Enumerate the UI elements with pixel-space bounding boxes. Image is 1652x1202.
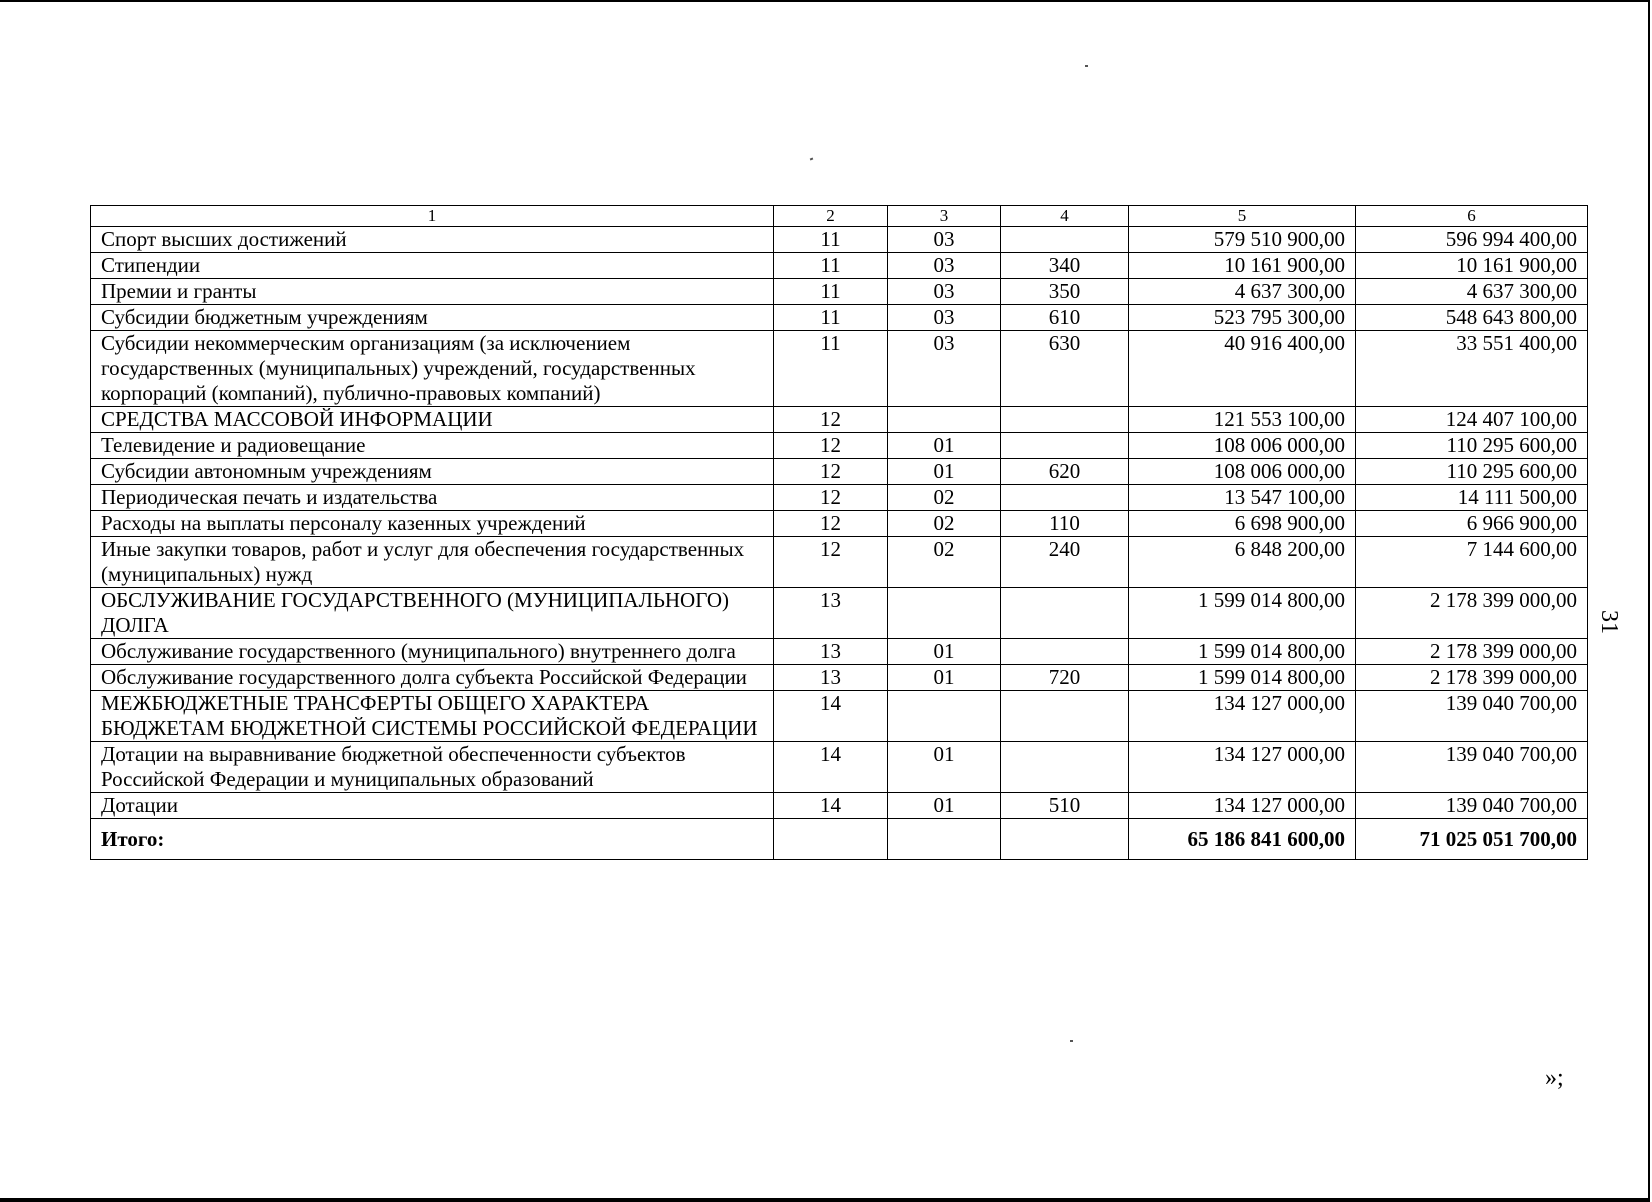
header-cell: 3 (888, 206, 1001, 227)
section-code-cell: 12 (774, 459, 888, 485)
section-code-cell: 13 (774, 588, 888, 639)
amount-year1-cell: 6 848 200,00 (1129, 537, 1356, 588)
expense-type-cell: 350 (1001, 279, 1129, 305)
table-row (91, 305, 1588, 331)
table-row (91, 485, 1588, 511)
amount-year2-cell: 110 295 600,00 (1356, 459, 1588, 485)
expense-type-cell (1001, 433, 1129, 459)
table-row (91, 459, 1588, 485)
expense-type-cell: 610 (1001, 305, 1129, 331)
table-row (91, 691, 1588, 742)
amount-year2-cell: 139 040 700,00 (1356, 691, 1588, 742)
table-row (91, 227, 1588, 253)
amount-year2-cell: 124 407 100,00 (1356, 407, 1588, 433)
amount-year2-cell: 4 637 300,00 (1356, 279, 1588, 305)
table-row (91, 665, 1588, 691)
closing-quote-mark: »; (1545, 1065, 1564, 1091)
header-row (91, 206, 1588, 227)
subsection-code-cell (888, 691, 1001, 742)
total-amount-year2: 71 025 051 700,00 (1356, 819, 1588, 860)
header-cell: 1 (91, 206, 774, 227)
amount-year2-cell: 110 295 600,00 (1356, 433, 1588, 459)
expense-type-cell (1001, 407, 1129, 433)
section-code-cell: 13 (774, 665, 888, 691)
section-code-cell: 12 (774, 433, 888, 459)
expense-type-cell: 110 (1001, 511, 1129, 537)
section-code-cell: 11 (774, 331, 888, 407)
amount-year2-cell: 139 040 700,00 (1356, 742, 1588, 793)
empty-cell (1001, 819, 1129, 860)
table-row (91, 433, 1588, 459)
amount-year2-cell: 139 040 700,00 (1356, 793, 1588, 819)
header-cell: 2 (774, 206, 888, 227)
scan-speck (1085, 65, 1088, 67)
row-name-cell: Расходы на выплаты персоналу казенных учреждений (91, 511, 774, 537)
section-code-cell: 14 (774, 691, 888, 742)
subsection-code-cell: 01 (888, 742, 1001, 793)
section-code-cell: 11 (774, 253, 888, 279)
expense-type-cell (1001, 588, 1129, 639)
expense-type-cell (1001, 742, 1129, 793)
amount-year1-cell: 40 916 400,00 (1129, 331, 1356, 407)
amount-year1-cell: 579 510 900,00 (1129, 227, 1356, 253)
expense-type-cell: 240 (1001, 537, 1129, 588)
subsection-code-cell: 03 (888, 253, 1001, 279)
amount-year2-cell: 596 994 400,00 (1356, 227, 1588, 253)
amount-year1-cell: 1 599 014 800,00 (1129, 639, 1356, 665)
table-row (91, 793, 1588, 819)
amount-year2-cell: 33 551 400,00 (1356, 331, 1588, 407)
expense-type-cell (1001, 639, 1129, 665)
section-code-cell: 11 (774, 227, 888, 253)
amount-year1-cell: 6 698 900,00 (1129, 511, 1356, 537)
section-code-cell: 13 (774, 639, 888, 665)
amount-year1-cell: 4 637 300,00 (1129, 279, 1356, 305)
section-code-cell: 11 (774, 305, 888, 331)
subsection-code-cell: 01 (888, 459, 1001, 485)
section-code-cell: 12 (774, 511, 888, 537)
subsection-code-cell: 01 (888, 665, 1001, 691)
subsection-code-cell: 01 (888, 639, 1001, 665)
subsection-code-cell: 02 (888, 511, 1001, 537)
amount-year1-cell: 1 599 014 800,00 (1129, 588, 1356, 639)
header-cell: 6 (1356, 206, 1588, 227)
row-name-cell: Дотации (91, 793, 774, 819)
expense-type-cell: 720 (1001, 665, 1129, 691)
total-row (91, 819, 1588, 860)
budget-table (90, 205, 1588, 860)
subsection-code-cell (888, 588, 1001, 639)
amount-year2-cell: 10 161 900,00 (1356, 253, 1588, 279)
amount-year2-cell: 6 966 900,00 (1356, 511, 1588, 537)
page-number: 31 (1596, 610, 1622, 634)
section-code-cell: 12 (774, 485, 888, 511)
amount-year1-cell: 121 553 100,00 (1129, 407, 1356, 433)
expense-type-cell: 630 (1001, 331, 1129, 407)
amount-year1-cell: 523 795 300,00 (1129, 305, 1356, 331)
row-name-cell: Телевидение и радиовещание (91, 433, 774, 459)
subsection-code-cell: 01 (888, 433, 1001, 459)
subsection-code-cell: 01 (888, 793, 1001, 819)
table-row (91, 407, 1588, 433)
row-name-cell: Субсидии бюджетным учреждениям (91, 305, 774, 331)
header-cell: 5 (1129, 206, 1356, 227)
row-name-cell: Обслуживание государственного долга субъекта Российской Федерации (91, 665, 774, 691)
subsection-code-cell: 03 (888, 331, 1001, 407)
row-name-cell: СРЕДСТВА МАССОВОЙ ИНФОРМАЦИИ (91, 407, 774, 433)
empty-cell (774, 819, 888, 860)
section-code-cell: 14 (774, 793, 888, 819)
row-name-cell: Дотации на выравнивание бюджетной обеспеченности субъектов Российской Федерации и муниципальных образований (91, 742, 774, 793)
amount-year1-cell: 10 161 900,00 (1129, 253, 1356, 279)
amount-year2-cell: 2 178 399 000,00 (1356, 639, 1588, 665)
table-row (91, 639, 1588, 665)
amount-year1-cell: 134 127 000,00 (1129, 691, 1356, 742)
amount-year1-cell: 134 127 000,00 (1129, 793, 1356, 819)
row-name-cell: Обслуживание государственного (муниципального) внутреннего долга (91, 639, 774, 665)
expense-type-cell (1001, 227, 1129, 253)
header-cell: 4 (1001, 206, 1129, 227)
amount-year1-cell: 108 006 000,00 (1129, 459, 1356, 485)
section-code-cell: 12 (774, 537, 888, 588)
row-name-cell: Субсидии некоммерческим организациям (за исключением государственных (муниципальных) учреждений, государственных корпораций (компаний), публично-правовых компаний) (91, 331, 774, 407)
table-row (91, 253, 1588, 279)
table-row (91, 742, 1588, 793)
section-code-cell: 12 (774, 407, 888, 433)
subsection-code-cell: 03 (888, 227, 1001, 253)
empty-cell (888, 819, 1001, 860)
table-row (91, 537, 1588, 588)
row-name-cell: МЕЖБЮДЖЕТНЫЕ ТРАНСФЕРТЫ ОБЩЕГО ХАРАКТЕРА БЮДЖЕТАМ БЮДЖЕТНОЙ СИСТЕМЫ РОССИЙСКОЙ ФЕДЕРАЦИИ (91, 691, 774, 742)
expense-type-cell: 620 (1001, 459, 1129, 485)
expense-type-cell: 510 (1001, 793, 1129, 819)
expense-type-cell: 340 (1001, 253, 1129, 279)
expense-type-cell (1001, 485, 1129, 511)
table-row (91, 331, 1588, 407)
expense-type-cell (1001, 691, 1129, 742)
row-name-cell: Иные закупки товаров, работ и услуг для обеспечения государственных (муниципальных) нужд (91, 537, 774, 588)
amount-year1-cell: 13 547 100,00 (1129, 485, 1356, 511)
subsection-code-cell: 02 (888, 485, 1001, 511)
subsection-code-cell: 02 (888, 537, 1001, 588)
amount-year1-cell: 1 599 014 800,00 (1129, 665, 1356, 691)
table-row (91, 279, 1588, 305)
amount-year2-cell: 14 111 500,00 (1356, 485, 1588, 511)
amount-year2-cell: 7 144 600,00 (1356, 537, 1588, 588)
section-code-cell: 14 (774, 742, 888, 793)
scan-speck (1070, 1040, 1073, 1042)
total-amount-year1: 65 186 841 600,00 (1129, 819, 1356, 860)
amount-year2-cell: 548 643 800,00 (1356, 305, 1588, 331)
table-row (91, 588, 1588, 639)
subsection-code-cell (888, 407, 1001, 433)
table-row (91, 511, 1588, 537)
section-code-cell: 11 (774, 279, 888, 305)
row-name-cell: ОБСЛУЖИВАНИЕ ГОСУДАРСТВЕННОГО (МУНИЦИПАЛЬНОГО) ДОЛГА (91, 588, 774, 639)
row-name-cell: Спорт высших достижений (91, 227, 774, 253)
subsection-code-cell: 03 (888, 305, 1001, 331)
amount-year1-cell: 108 006 000,00 (1129, 433, 1356, 459)
row-name-cell: Субсидии автономным учреждениям (91, 459, 774, 485)
amount-year1-cell: 134 127 000,00 (1129, 742, 1356, 793)
subsection-code-cell: 03 (888, 279, 1001, 305)
row-name-cell: Премии и гранты (91, 279, 774, 305)
row-name-cell: Периодическая печать и издательства (91, 485, 774, 511)
row-name-cell: Стипендии (91, 253, 774, 279)
total-label: Итого: (91, 819, 774, 860)
amount-year2-cell: 2 178 399 000,00 (1356, 665, 1588, 691)
amount-year2-cell: 2 178 399 000,00 (1356, 588, 1588, 639)
